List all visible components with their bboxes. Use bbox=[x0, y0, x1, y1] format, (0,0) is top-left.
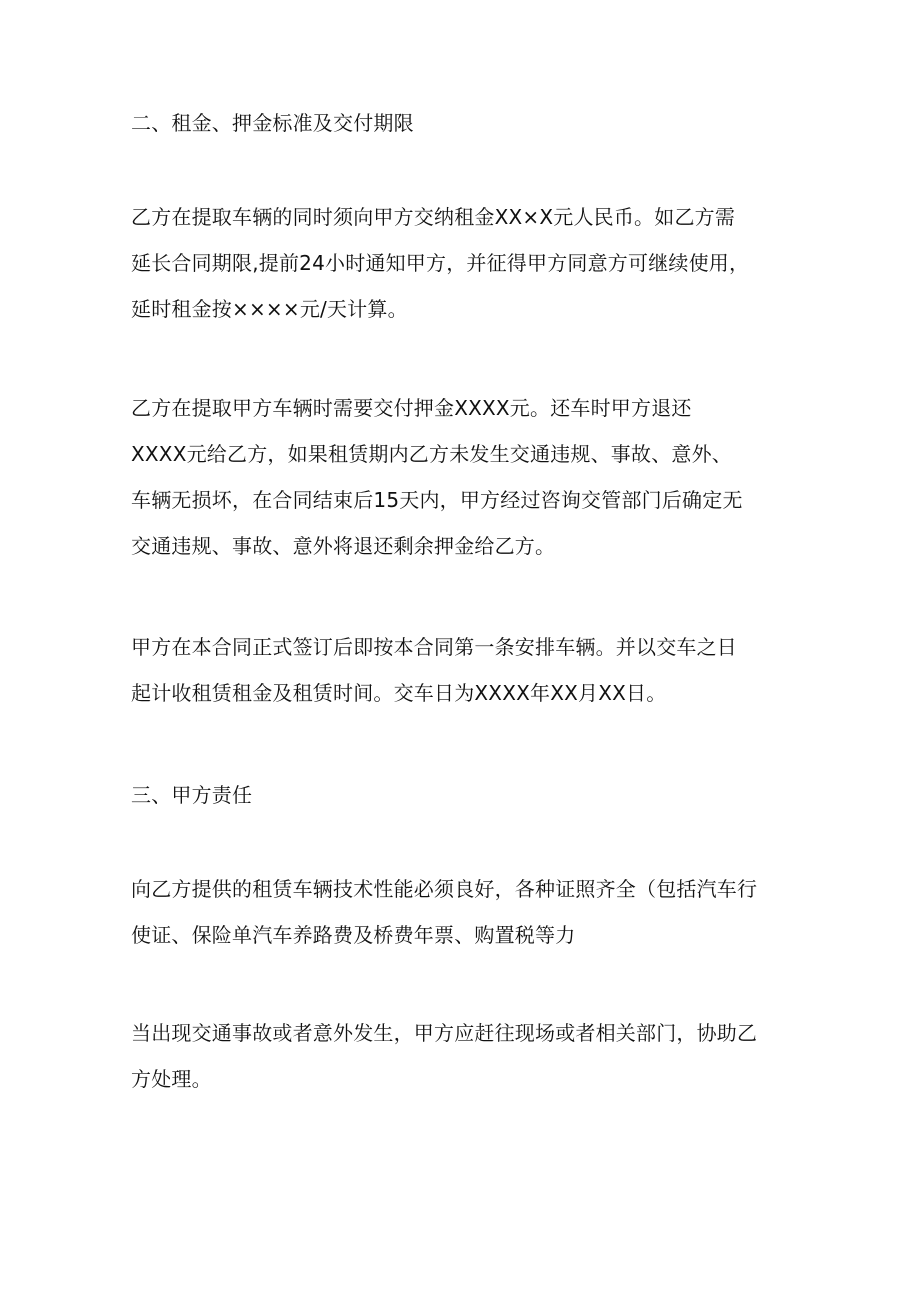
paragraph-deposit bbox=[131, 385, 811, 569]
paragraph-accident-handling bbox=[131, 1010, 811, 1102]
section-heading-rent-deposit bbox=[131, 100, 811, 146]
paragraph-line: 甲方在本合同正式签订后即按本合同第一条安排车辆。并以交车之日 bbox=[131, 635, 737, 659]
paragraph-line: 延长合同期限,提前24小时通知甲方，并征得甲方同意方可继续使用， bbox=[131, 251, 750, 275]
paragraph-line: 延时租金按××××元/天计算。 bbox=[131, 297, 408, 321]
paragraph-line: XXXX元给乙方，如果租赁期内乙方未发生交通违规、事故、意外、 bbox=[131, 442, 733, 466]
paragraph-vehicle-condition bbox=[131, 866, 811, 958]
paragraph-line: 车辆无损坏，在合同结束后15天内，甲方经过咨询交管部门后确定无 bbox=[131, 488, 743, 512]
paragraph-line: 乙方在提取车辆的同时须向甲方交纳租金XX×X元人民币。如乙方需 bbox=[131, 205, 736, 229]
paragraph-rent-payment bbox=[131, 194, 811, 332]
paragraph-line: 使证、保险单汽车养路费及桥费年票、购置税等力 bbox=[131, 923, 576, 947]
paragraph-line: 向乙方提供的租赁车辆技术性能必须良好，各种证照齐全（包括汽车行 bbox=[131, 877, 758, 901]
paragraph-line: 当出现交通事故或者意外发生，甲方应赶往现场或者相关部门，协助乙 bbox=[131, 1021, 758, 1045]
heading-text: 二、租金、押金标准及交付期限 bbox=[131, 111, 414, 135]
section-heading-party-a-duties bbox=[131, 772, 811, 818]
heading-text: 三、甲方责任 bbox=[131, 783, 253, 807]
paragraph-line: 方处理。 bbox=[131, 1067, 212, 1091]
paragraph-line: 乙方在提取甲方车辆时需要交付押金XXXX元。还车时甲方退还 bbox=[131, 396, 692, 420]
paragraph-line: 起计收租赁租金及租赁时间。交车日为XXXX年XX月XX日。 bbox=[131, 681, 667, 705]
paragraph-line: 交通违规、事故、意外将退还剩余押金给乙方。 bbox=[131, 534, 556, 558]
paragraph-delivery-date bbox=[131, 624, 811, 716]
